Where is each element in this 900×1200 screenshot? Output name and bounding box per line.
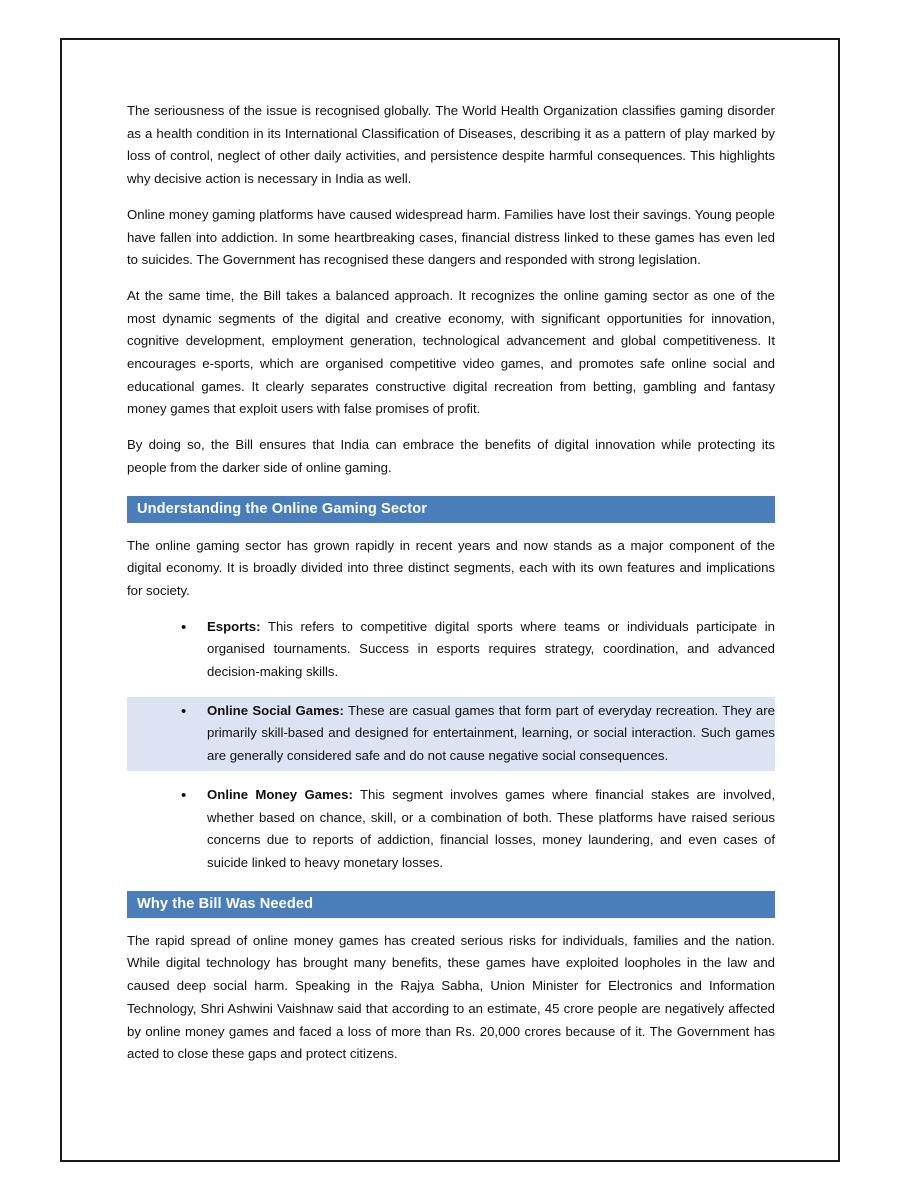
document-page	[60, 38, 840, 1162]
paragraph: Online money gaming platforms have caused widespread harm. Families have lost their savings. Young people have fallen into addiction. In some heartbreaking cases, financial distress linked to these games has even led to suicides. The Government has recognised these dangers and responded with strong legislation.	[127, 206, 775, 268]
list-item	[181, 784, 775, 875]
paragraph: At the same time, the Bill takes a balanced approach. It recognizes the online gaming sector as one of the most dynamic segments of the digital and creative economy, with significant opportunities for innovation, cognitive development, employment generation, technological advancement and global competitiveness. It encourages e-sports, which are organised competitive video games, and promotes safe online social and educational games. It clearly separates constructive digital recreation from betting, gambling and fantasy money games that exploit users with false promises of profit.	[127, 287, 775, 417]
list-item-text: These are casual games that form part of everyday recreation. They are primarily skill-based and designed for entertainment, learning, or social interaction. Such games are generally considered safe and do not cause negative social consequences.	[207, 702, 775, 764]
gaming-sector-list	[127, 616, 775, 875]
list-item-lead: Online Money Games:	[207, 786, 353, 802]
document-content	[127, 100, 775, 1083]
list-item-text: This refers to competitive digital sports where teams or individuals participate in organised tournaments. Success in esports requires strategy, coordination, and advanced decision-making skills.	[207, 618, 775, 680]
list-item	[181, 616, 775, 684]
paragraph: The seriousness of the issue is recognised globally. The World Health Organization classifies gaming disorder as a health condition in its International Classification of Diseases, describing it as a pattern of play marked by loss of control, neglect of other daily activities, and persistence despite harmful consequences. This highlights why decisive action is necessary in India as well.	[127, 103, 775, 187]
paragraph: By doing so, the Bill ensures that India can embrace the benefits of digital innovation while protecting its people from the darker side of online gaming.	[127, 437, 775, 475]
list-item-lead: Esports:	[207, 618, 261, 634]
paragraph: The online gaming sector has grown rapidly in recent years and now stands as a major component of the digital economy. It is broadly divided into three distinct segments, each with its own features and implications for society.	[127, 537, 775, 598]
list-item-lead: Online Social Games:	[207, 702, 344, 718]
list-item-text: This segment involves games where financial stakes are involved, whether based on chance, skill, or a combination of both. These platforms have raised serious concerns due to reports of addiction, financial losses, money laundering, and even cases of suicide linked to heavy monetary losses.	[207, 786, 775, 870]
section-heading-why-the-bill-was-needed: Why the Bill Was Needed	[127, 891, 775, 918]
list-item	[127, 697, 775, 771]
paragraph: The rapid spread of online money games has created serious risks for individuals, families and the nation. While digital technology has brought many benefits, these games have exploited loopholes in the law and caused deep social harm. Speaking in the Rajya Sabha, Union Minister for Electronics and Information Technology, Shri Ashwini Vaishnaw said that according to an estimate, 45 crore people are negatively affected by online money games and faced a loss of more than Rs. 20,000 crores because of it. The Government has acted to close these gaps and protect citizens.	[127, 932, 775, 1062]
bottom-spacer	[127, 1079, 775, 1083]
section-heading-understanding-the-online-gaming-sector: Understanding the Online Gaming Sector	[127, 496, 775, 523]
